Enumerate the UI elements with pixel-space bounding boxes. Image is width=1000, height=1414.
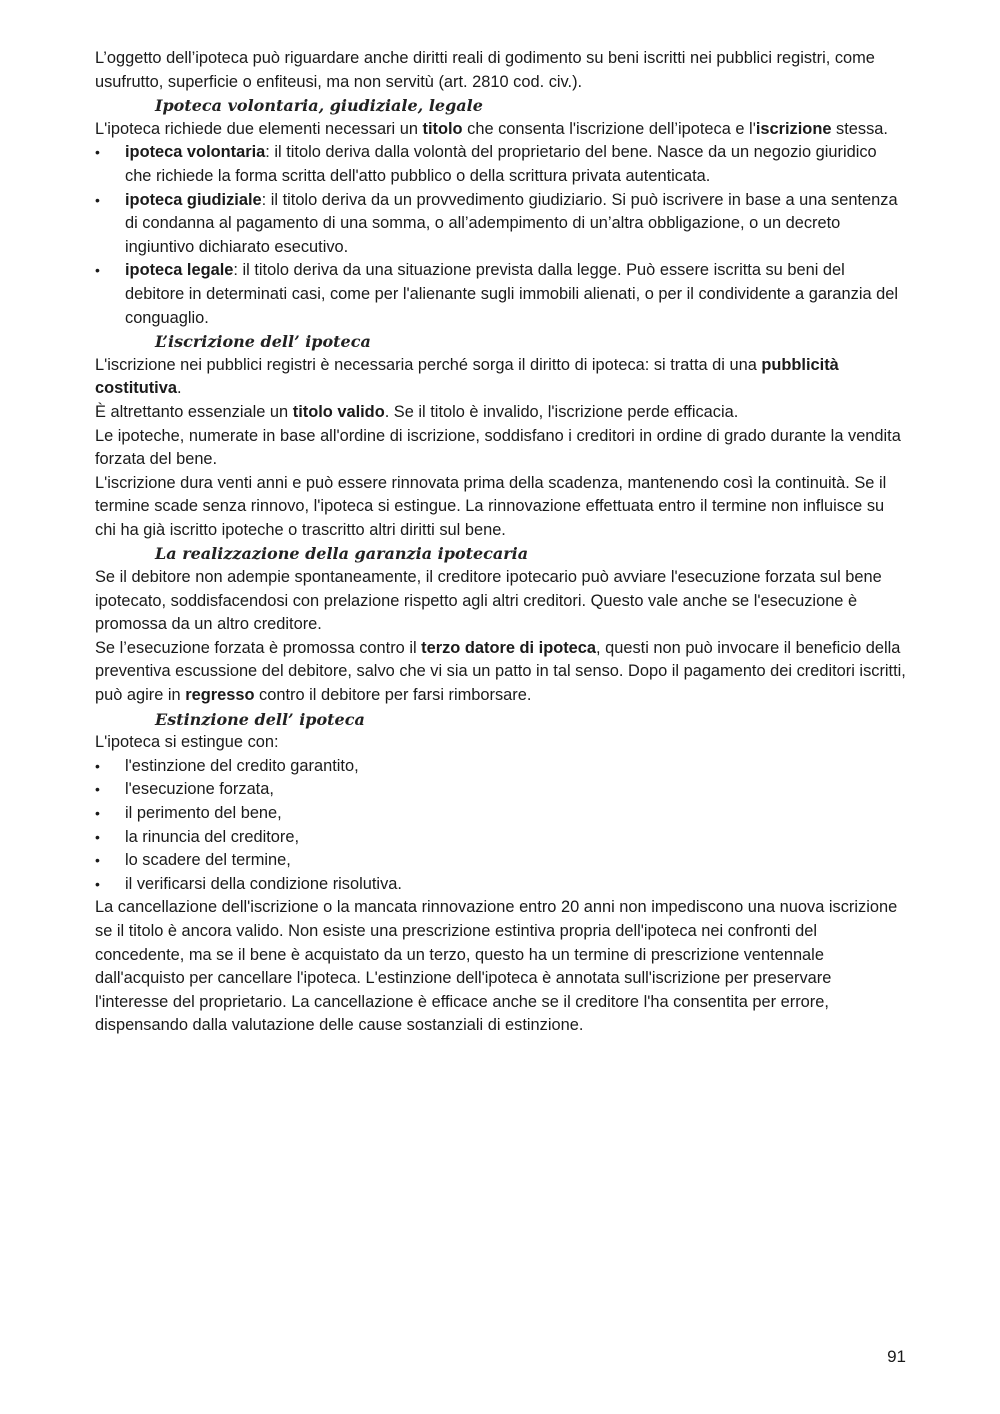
heading-realizzazione-garanzia: La realizzazione della garanzia ipotecaria: [155, 544, 529, 564]
section4-lead: L'ipoteca si estingue con:: [95, 733, 279, 752]
list-item: [95, 849, 907, 873]
heading-ipoteca-volontaria-giudiziale-legale: Ipoteca volontaria, giudiziale, legale: [155, 96, 483, 116]
bullet-icon: •: [95, 191, 100, 208]
heading-iscrizione-ipoteca: L’iscrizione dell’ ipoteca: [155, 332, 371, 352]
section1-paragraph: [95, 118, 907, 142]
text-span: stessa.: [831, 119, 888, 138]
list-item-text: : il titolo deriva dalla volontà del proprietario del bene. Nasce da un negozio giuridico che richiede la forma scritta dell'atto pubblico o della scrittura privata autenticata.: [125, 143, 877, 185]
section2-paragraph-4: L'iscrizione dura venti anni e può essere rinnovata prima della scadenza, mantenendo così la continuità. Se il termine scade senza rinnovo, l'ipoteca si estingue. La rinnovazione effettuata entro il termine non influisce su chi ha già iscritto ipoteche o trascritto altri diritti sul bene.: [95, 473, 887, 539]
bold-term-titolo: titolo: [422, 119, 463, 138]
bullet-icon: •: [95, 781, 100, 798]
section2-paragraph-3: Le ipoteche, numerate in base all'ordine di iscrizione, soddisfano i creditori in ordine di grado durante la vendita forzata del bene.: [95, 426, 901, 469]
section2-paragraph-2: [95, 401, 907, 425]
bold-term-pubblicita-costitutiva: pubblicità costitutiva: [95, 355, 839, 398]
text-span: . Se il titolo è invalido, l'iscrizione perde efficacia.: [384, 402, 739, 421]
text-span: .: [176, 379, 182, 398]
list-item-text: il perimento del bene,: [125, 804, 282, 822]
list-item-ipoteca-volontaria: [95, 141, 907, 188]
bold-term-regresso: regresso: [185, 686, 255, 705]
list-item-term: ipoteca legale: [125, 261, 234, 280]
text-span: È altrettanto essenziale un: [95, 402, 293, 421]
list-item: [95, 778, 907, 802]
list-item-text: la rinuncia del creditore,: [125, 827, 300, 846]
list-item-text: il verificarsi della condizione risolutiva.: [125, 874, 402, 893]
list-item-term: ipoteca giudiziale: [125, 190, 262, 209]
list-item-term: ipoteca volontaria: [125, 143, 266, 162]
page-body: [95, 47, 907, 1038]
estinzione-causes-list: [95, 755, 907, 897]
ipoteca-types-list: [95, 141, 907, 330]
bold-term-terzo-datore: terzo datore di ipoteca: [421, 638, 597, 657]
text-span: Se l’esecuzione forzata è promossa contro il: [95, 638, 422, 657]
page-number: 91: [887, 1347, 906, 1366]
bullet-icon: •: [95, 262, 100, 279]
intro-paragraph: L’oggetto dell’ipoteca può riguardare anche diritti reali di godimento su beni iscritti nei pubblici registri, come usufrutto, superficie o enfiteusi, ma non servitù (art. 2810 cod. civ.).: [95, 49, 875, 91]
text-span: L'iscrizione nei pubblici registri è necessaria perché sorga il diritto di ipoteca: si tratta di una: [95, 355, 762, 374]
list-item: [95, 826, 907, 850]
text-span: contro il debitore per farsi rimborsare.: [254, 686, 532, 705]
list-item-text: : il titolo deriva da una situazione prevista dalla legge. Può essere iscritta su beni del debitore in determinati casi, come per l'alienante sugli immobili alienati, o per il condividente a garanzia del conguaglio.: [125, 261, 899, 327]
list-item-ipoteca-legale: [95, 259, 907, 330]
heading-estinzione-ipoteca: Estinzione dell’ ipoteca: [155, 709, 365, 729]
bullet-icon: •: [95, 875, 100, 892]
list-item-text: lo scadere del termine,: [125, 851, 291, 870]
list-item: [95, 755, 907, 779]
bullet-icon: •: [95, 805, 100, 821]
section4-closing-paragraph: La cancellazione dell'iscrizione o la mancata rinnovazione entro 20 anni non impediscono una nuova iscrizione se il titolo è ancora valido. Non esiste una prescrizione estintiva propria dell'ipoteca nei confronti del concedente, ma se il bene è acquistato da un terzo, questo ha un termine di prescrizione ventennale dall'acquisto per cancellare l'ipoteca. L'estinzione dell'ipoteca è annotata sull'iscrizione per preservare l'interesse del proprietario. La cancellazione è efficace anche se il creditore l'ha consentita per errore, dispensando dalla valutazione delle cause sostanziali di estinzione.: [95, 898, 898, 1035]
list-item-text: : il titolo deriva da un provvedimento giudiziario. Si può iscrivere in base a una sentenza di condanna al pagamento di una somma, o all’adempimento di un’altra obbligazione, o un decreto ingiuntivo dichiarato esecutivo.: [125, 190, 898, 256]
section3-paragraph-2: [95, 637, 907, 708]
list-item-ipoteca-giudiziale: [95, 189, 907, 260]
bold-term-iscrizione: iscrizione: [755, 119, 832, 138]
bullet-icon: •: [95, 144, 100, 161]
bullet-icon: •: [95, 757, 100, 774]
list-item: [95, 802, 907, 826]
list-item-text: l'estinzione del credito garantito,: [125, 756, 359, 775]
section3-paragraph-1: Se il debitore non adempie spontaneamente, il creditore ipotecario può avviare l'esecuzione forzata sul bene ipotecato, soddisfacendosi con prelazione rispetto agli altri creditori. Questo vale anche se l'esecuzione è promossa da un altro creditore.: [95, 568, 882, 634]
text-span: che consenta l'iscrizione dell’ipoteca e l': [462, 119, 756, 138]
list-item: [95, 873, 907, 897]
bold-term-titolo-valido: titolo valido: [292, 402, 385, 421]
bullet-icon: •: [95, 828, 100, 845]
text-span: L'ipoteca richiede due elementi necessari un: [95, 119, 423, 138]
section2-paragraph-1: [95, 354, 907, 401]
text-span: , questi non può invocare il beneficio della preventiva escussione del debitore, salvo che vi sia un patto in tal senso. Dopo il pagamento dei creditori iscritti, può agire in: [95, 638, 906, 705]
list-item-text: l'esecuzione forzata,: [125, 780, 274, 799]
bullet-icon: •: [95, 852, 100, 869]
